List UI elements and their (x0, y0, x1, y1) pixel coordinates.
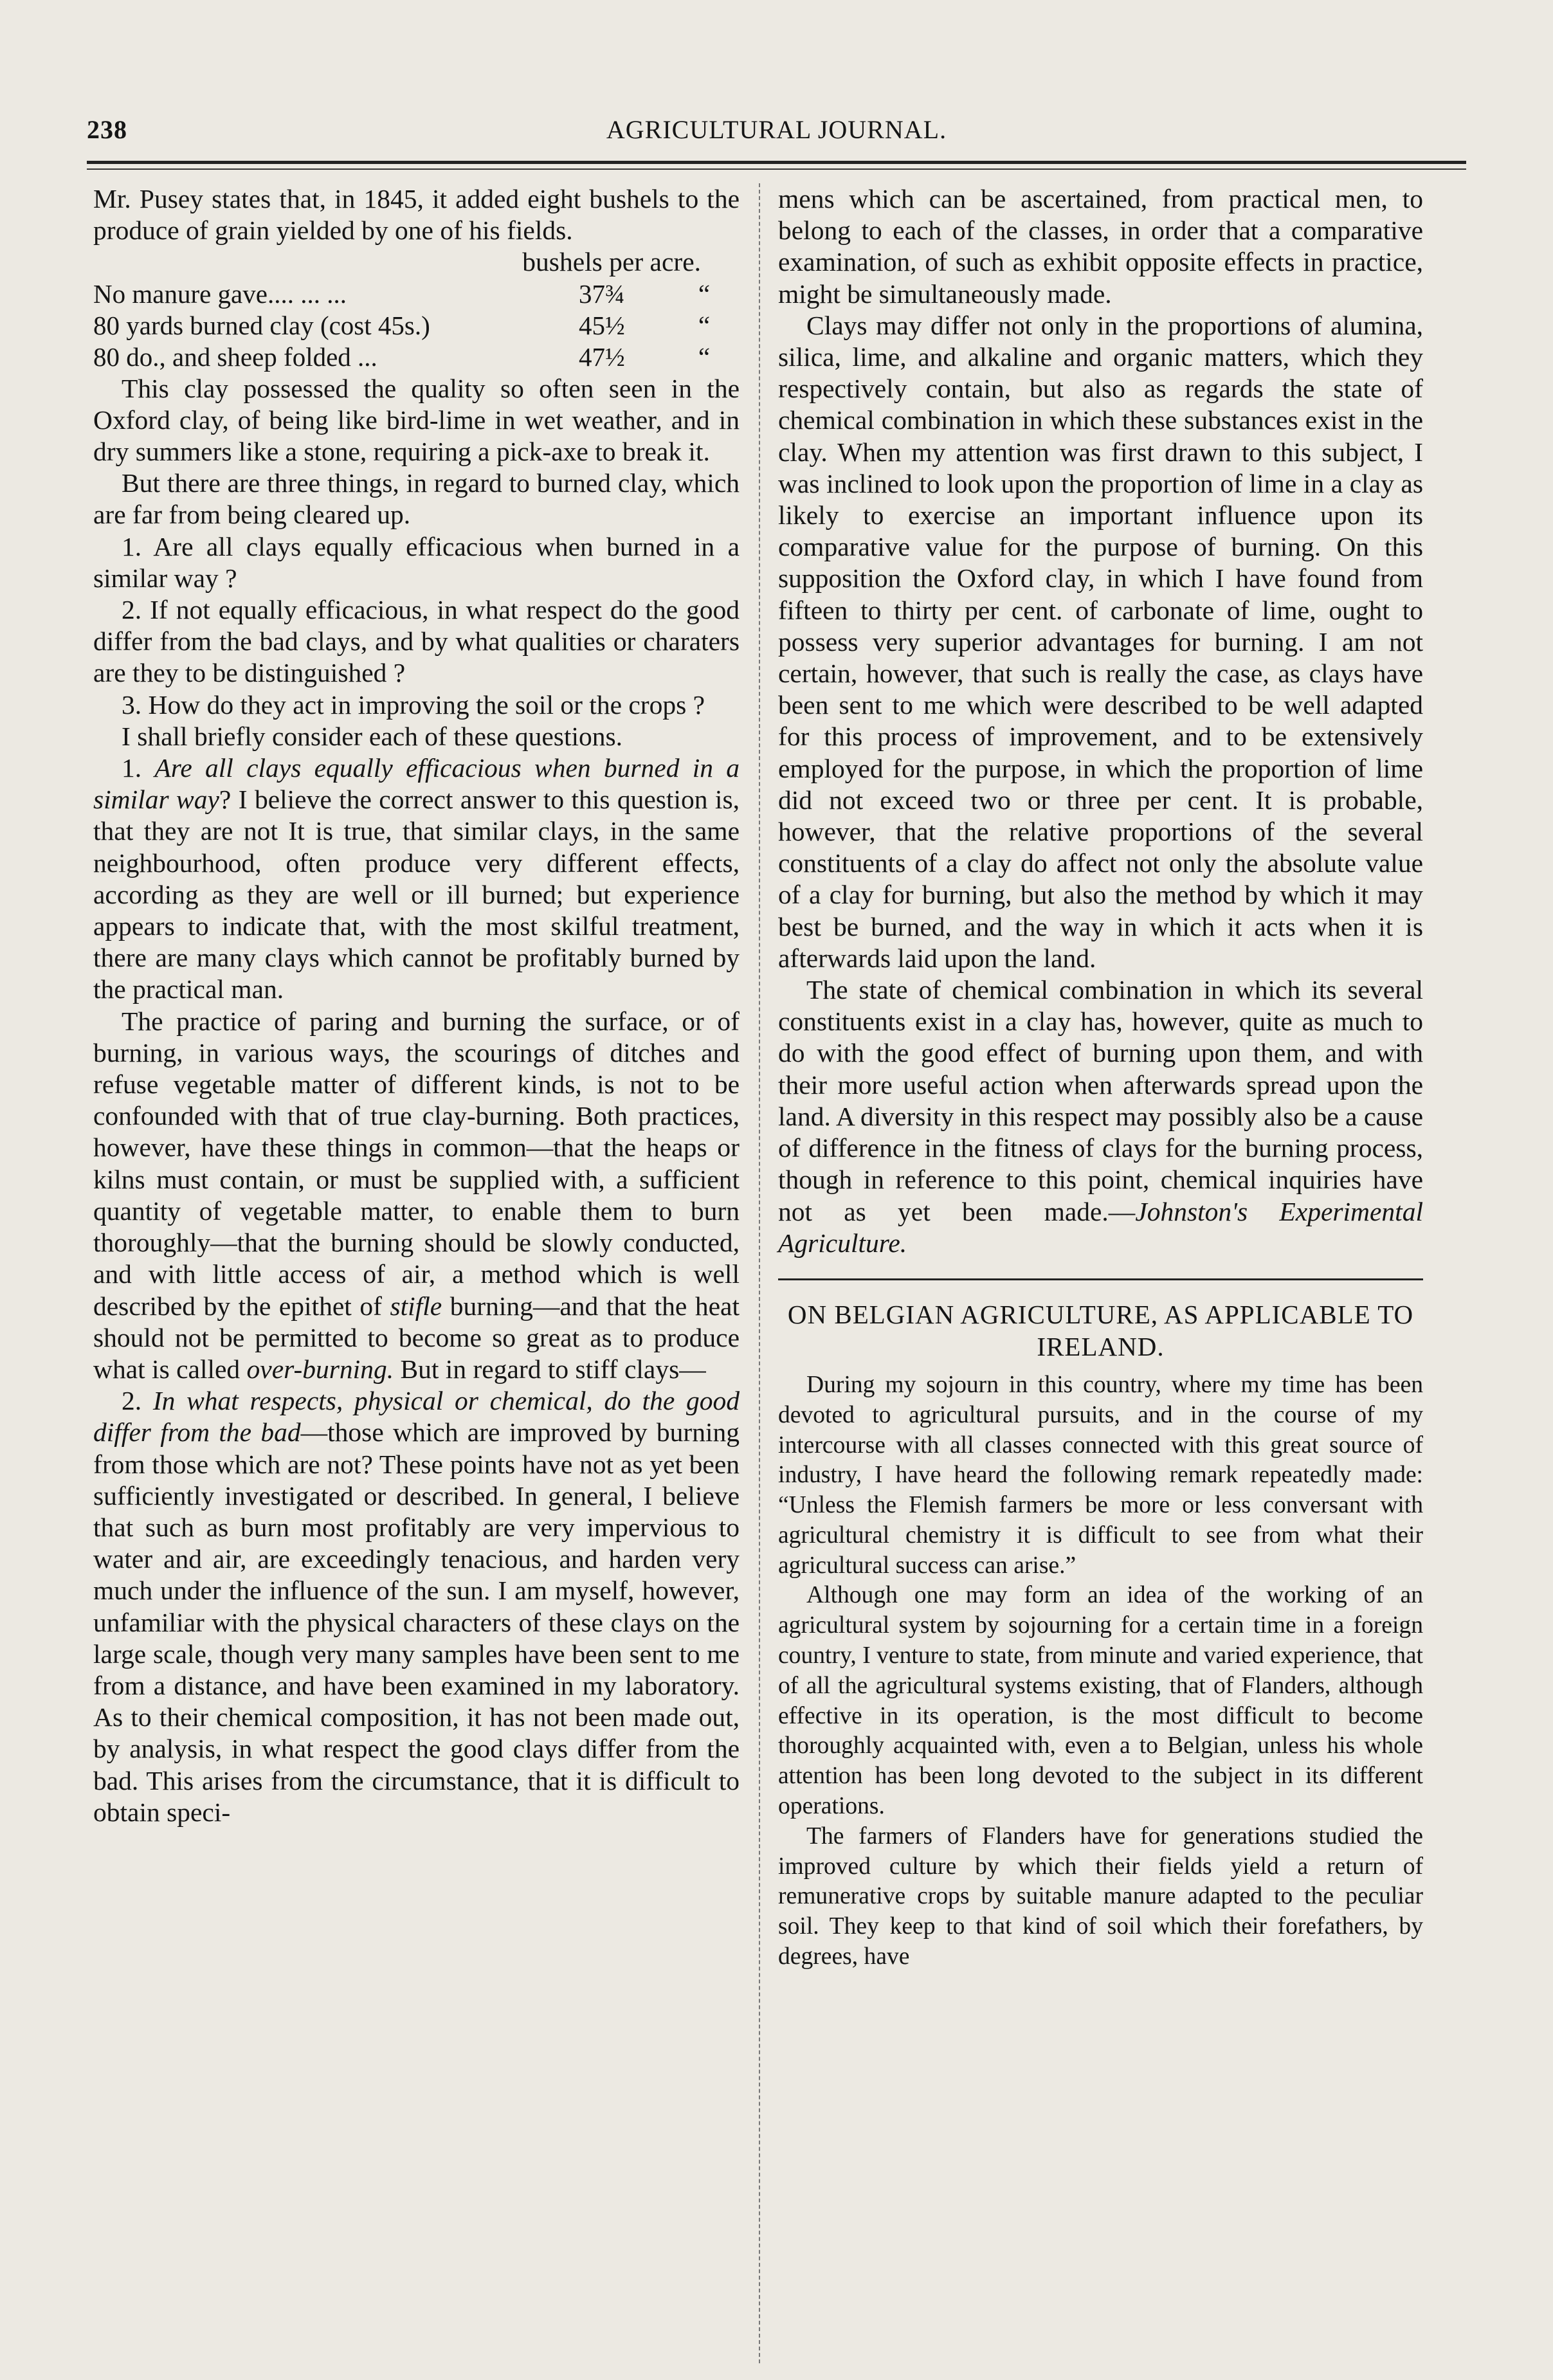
question-3: 3. How do they act in improving the soil or the crops ? (122, 689, 705, 720)
section-rule (778, 1278, 1423, 1280)
body-paragraph: The farmers of Flanders have for generations studied the improved culture by which their fields yield a return of remunerative crops by suitable manure adapted to the peculiar soil. They keep to that kind of soil which their forefathers, by degrees, have (778, 1822, 1423, 1970)
answer-number: 1. (122, 753, 142, 783)
answer-question-italic: Are all clays equally efficacious when burned in a similar way (93, 753, 740, 815)
body-paragraph: But there are three things, in regard to burned clay, which are far from being cleared up. (93, 468, 740, 530)
source-citation: Johnston's Experimental Agriculture. (778, 1196, 1423, 1258)
yield-label: 80 yards burned clay (cost 45s.) (93, 310, 430, 340)
continued-paragraph: mens which can be ascertained, from practical men, to belong to each of the classes, in order that a comparative examination, of such as exhibit opposite effects in practice, might be simultaneously made. (778, 184, 1423, 309)
yield-row (93, 310, 740, 341)
body-paragraph: I shall briefly consider each of these questions. (122, 721, 623, 751)
column-divider (759, 183, 760, 2363)
yield-label: No manure gave.... ... ... (93, 278, 347, 309)
answer-question-italic: In what respects, physical or chemical, do the good differ from the bad (93, 1386, 740, 1448)
italic-term: over-burning. (246, 1354, 394, 1384)
body-paragraph: Clays may differ not only in the proportions of alumina, silica, lime, and alkaline and organic matters, which they respectively contain, but also as regards the state of chemical combination in which these substances exist in the clay. When my attention was first drawn to this subject, I was inclined to look upon the proportion of lime in a clay as likely to exercise an important influence upon its comparative value for the purpose of burning. On this supposition the Oxford clay, in which I have found from fifteen to thirty per cent. of carbonate of lime, ought to possess very superior advantages for burning. I am not certain, however, that such is really the case, as clays have been sent to me which were described to be well adapted for this process of improvement, and to be extensively employed for the purpose, in which the proportion of lime did not exceed two or three per cent. It is probable, however, that the relative proportions of the several constituents of a clay do affect not only the absolute value of a clay for burning, but also the method by which it may best be burned, and the way in which it acts when it is afterwards laid upon the land. (778, 310, 1423, 973)
yield-value: 45½ (579, 310, 625, 340)
ditto-mark: “ (698, 310, 711, 340)
yield-table (93, 278, 740, 373)
answer-1-paragraph (93, 752, 740, 1006)
question-1: 1. Are all clays equally efficacious when burned in a similar way ? (93, 531, 740, 593)
italic-term: stifle (390, 1291, 442, 1321)
header-rule-thin (87, 168, 1466, 170)
answer-text: ? I believe the correct answer to this question is, that they are not It is true, that similar clays, in the same neighbourhood, often produce very different effects, according as they are well or ill burned; but experience appears to indicate that, with the most skilful treatment, there are many clays which cannot be profitably burned by the practical man. (93, 785, 740, 1004)
ditto-mark: “ (698, 278, 711, 309)
paragraph-text: burning—and that the heat should not be permitted to become so great as to produce what is called (93, 1291, 740, 1384)
question-2: 2. If not equally efficacious, in what respect do the good differ from the bad clays, and by what qualities or charaters are they to be distinguished ? (93, 595, 740, 688)
body-paragraph: During my sojourn in this country, where my time has been devoted to agricultural pursuits, and in the course of my intercourse with all classes connected with this great source of industry, I have heard the following remark repeatedly made: “Unless the Flemish farmers be more or less conversant with agricultural chemistry it is difficult to see from what their agricultural success can arise.” (778, 1371, 1423, 1579)
body-paragraph (93, 1006, 740, 1385)
answer-2-paragraph (93, 1385, 740, 1828)
intro-paragraph: Mr. Pusey states that, in 1845, it added eight bushels to the produce of grain yielded by one of his fields. (93, 184, 740, 246)
paragraph-text: But in regard to stiff clays— (400, 1354, 706, 1384)
paragraph-text: The state of chemical combination in which its several constituents exist in a clay has, however, quite as much to do with the good effect of burning upon them, and with their more useful action when afterwards spread upon the land. A diversity in this respect may possibly also be a cause of difference in the fitness of clays for the burning process, though in reference to this point, chemical inquiries have not as yet been made.— (778, 975, 1423, 1226)
page-number: 238 (87, 115, 127, 144)
body-paragraph: This clay possessed the quality so often seen in the Oxford clay, of being like bird-lime in wet weather, and in dry summers like a stone, requiring a pick-axe to break it. (93, 373, 740, 467)
article-body (778, 1370, 1423, 1972)
yield-row (93, 341, 740, 373)
right-column (778, 183, 1423, 1972)
answer-number: 2. (122, 1386, 142, 1416)
paragraph-text: The practice of paring and burning the surface, or of burning, in various ways, the scourings of ditches and refuse vegetable matter of different kinds, is not to be confounded with that of true clay-burning. Both practices, however, have these things in common—that the heaps or kilns must contain, or must be supplied with, a sufficient quantity of vegetable matter, to enable them to burn thoroughly—that the burning should be slowly conducted, and with little access of air, a method which is well described by the epithet of (93, 1006, 740, 1321)
section-heading: ON BELGIAN AGRICULTURE, AS APPLICABLE TO IRELAND. (787, 1299, 1414, 1361)
body-paragraph: Although one may form an idea of the working of an agricultural system by sojourning for a certain time in a foreign country, I venture to state, from minute and varied experience, that of all the agricultural systems existing, that of Flanders, although effective in its operation, is the most difficult to become thoroughly acquainted with, even a to Belgian, unless his whole attention has been long devoted to the subject in its different operations. (778, 1582, 1423, 1820)
yield-row (93, 278, 740, 310)
yield-value: 47½ (579, 341, 625, 372)
ditto-mark: “ (698, 341, 711, 372)
left-column (93, 183, 740, 1828)
body-paragraph (778, 974, 1423, 1259)
running-title: AGRICULTURAL JOURNAL. (606, 115, 947, 144)
header-rule (87, 161, 1466, 164)
yield-label: 80 do., and sheep folded ... (93, 341, 377, 372)
yield-value: 37¾ (579, 278, 625, 309)
yield-unit-label: bushels per acre. (522, 247, 701, 277)
answer-text: —those which are improved by burning from those which are not? These points have not as yet been sufficiently investigated or described. In general, I believe that such as burn most profitably are very impervious to water and air, are exceedingly tenacious, and harden very much under the influence of the sun. I am myself, however, unfamiliar with the physical characters of these clays on the large scale, though very many samples have been sent to me from a distance, and have been examined in my laboratory. As to their chemical composition, it has not been made out, by analysis, in what respect the good clays differ from the bad. This arises from the circumstance, that it is difficult to obtain speci- (93, 1417, 740, 1827)
